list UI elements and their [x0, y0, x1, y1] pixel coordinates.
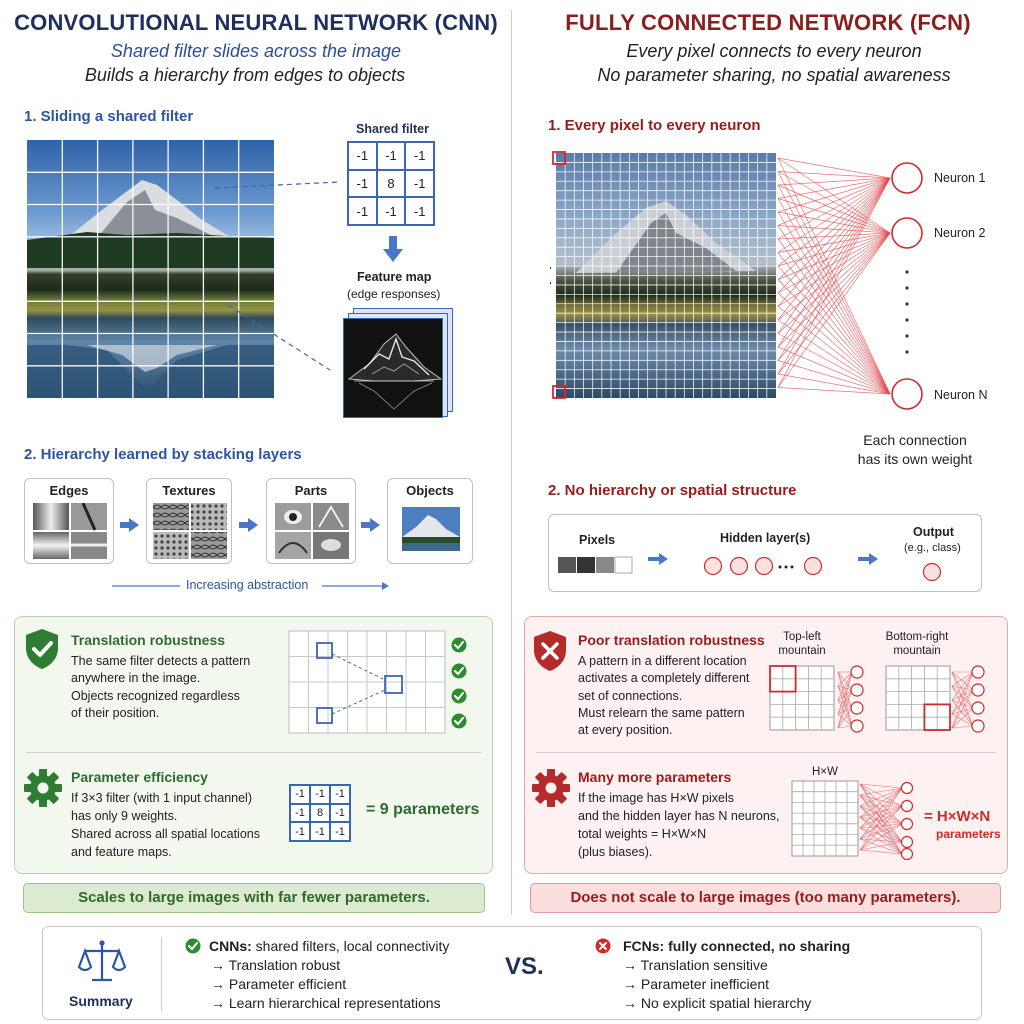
cnn-title: CONVOLUTIONAL NEURAL NETWORK (CNN) — [14, 10, 498, 35]
filter-cell: -1 — [290, 785, 310, 804]
bottom-right-label-1: Bottom-right — [885, 631, 949, 643]
bottom-right-label-2: mountain — [893, 645, 941, 657]
feature-map-stack — [343, 308, 455, 418]
cnn-scaling-banner: Scales to large images with far fewer parameters. — [23, 883, 485, 913]
fcn-panel-divider — [536, 752, 996, 753]
poor-translation-text-3: set of connections. — [578, 689, 683, 703]
fcn-pixel-image — [556, 153, 776, 398]
hidden-layer-neurons — [700, 555, 830, 577]
cnn-section-2-title: 2. Hierarchy learned by stacking layers — [24, 446, 302, 463]
neuron-1-label: Neuron 1 — [934, 171, 986, 185]
fcn-scaling-banner: Does not scale to large images (too many parameters). — [530, 883, 1001, 913]
filter-cell: -1 — [330, 804, 350, 823]
filter-cell: -1 — [290, 822, 310, 841]
cnn-mountain-image — [27, 140, 274, 398]
many-parameters-title: Many more parameters — [578, 769, 732, 785]
filter-cell: -1 — [310, 785, 330, 804]
fcn-hw-grid — [790, 778, 916, 860]
neuron-n-label: Neuron N — [934, 388, 988, 402]
center-divider — [511, 10, 512, 915]
scales-icon — [77, 939, 127, 985]
fcn-subtitle-2: No parameter sharing, no spatial awareness — [597, 65, 951, 85]
fcn-subtitle-1: Every pixel connects to every neuron — [626, 41, 922, 61]
fcn-corner-pixel-markers — [550, 150, 570, 405]
output-label: Output — [913, 525, 954, 539]
hierarchy-label-objects: Objects — [406, 483, 454, 498]
output-sublabel: (e.g., class) — [904, 542, 961, 554]
summary-divider — [161, 937, 162, 1011]
summary-label: Summary — [69, 993, 133, 1009]
cnn-subtitle-2: Builds a hierarchy from edges to objects — [84, 65, 406, 85]
poor-translation-text-2: activates a completely different — [578, 671, 750, 685]
poor-translation-text-4: Must relearn the same pattern — [578, 706, 745, 720]
hierarchy-card-objects — [387, 478, 473, 564]
shared-filter-grid — [347, 141, 435, 226]
pipeline-arrow-1-icon — [648, 551, 670, 567]
vs-label: VS. — [505, 953, 544, 980]
textures-thumbnail — [153, 503, 227, 559]
pipeline-arrow-2-icon — [858, 551, 880, 567]
red-x-icon — [595, 938, 611, 954]
hwn-result: = H×W×N — [924, 808, 991, 825]
filter-cell: -1 — [377, 142, 406, 170]
summary-fcn-point-2: → Parameter inefficient — [623, 976, 770, 992]
connection-note-2: has its own weight — [857, 451, 973, 467]
hidden-layer-label: Hidden layer(s) — [720, 531, 811, 545]
parameter-filter-grid — [289, 784, 351, 842]
hierarchy-card-textures — [146, 478, 232, 564]
summary-cnn-point-2: → Parameter efficient — [211, 976, 347, 992]
hwn-result-sublabel: parameters — [936, 827, 1001, 841]
fcn-translation-grids — [768, 662, 1000, 740]
poor-translation-text-1: A pattern in a different location — [578, 654, 747, 668]
many-parameters-text-4: (plus biases). — [578, 845, 653, 859]
summary-cnn-head: CNNs: shared filters, local connectivity — [209, 938, 450, 954]
feature-map-label: Feature map — [357, 270, 432, 284]
summary-fcn-point-3: → No explicit spatial hierarchy — [623, 995, 812, 1011]
green-check-icon — [185, 938, 201, 954]
parameter-efficiency-text-4: and feature maps. — [71, 845, 172, 859]
parameter-efficiency-title: Parameter efficiency — [71, 769, 208, 785]
summary-cnn-point-3: → Learn hierarchical representations — [211, 995, 441, 1011]
feature-map-sublabel: (edge responses) — [347, 287, 441, 301]
translation-robustness-title: Translation robustness — [71, 632, 226, 648]
fcn-title: FULLY CONNECTED NETWORK (FCN) — [565, 10, 971, 35]
hierarchy-label-parts: Parts — [294, 483, 328, 498]
cnn-panel-divider — [26, 752, 481, 753]
hw-label: H×W — [812, 766, 838, 778]
gear-icon — [24, 769, 62, 807]
pixels-swatches — [557, 556, 635, 576]
abstraction-label: Increasing abstraction — [186, 578, 309, 592]
cnn-translation-grid — [288, 630, 476, 734]
top-left-label-1: Top-left — [783, 631, 821, 643]
filter-cell: -1 — [330, 785, 350, 804]
translation-robustness-text-1: The same filter detects a pattern — [71, 654, 251, 668]
summary-box — [42, 926, 982, 1020]
top-left-label-2: mountain — [778, 645, 826, 657]
parameter-efficiency-text-3: Shared across all spatial locations — [71, 827, 260, 841]
filter-cell: 8 — [310, 804, 330, 823]
filter-cell: 8 — [377, 170, 406, 198]
hierarchy-card-edges — [24, 478, 114, 564]
neuron-2-label: Neuron 2 — [934, 226, 986, 240]
hierarchy-label-textures: Textures — [162, 483, 216, 498]
objects-thumbnail — [402, 507, 460, 551]
filter-cell: -1 — [330, 822, 350, 841]
hierarchy-card-parts — [266, 478, 356, 564]
summary-fcn-head: FCNs: fully connected, no sharing — [623, 938, 851, 954]
filter-cell: -1 — [348, 170, 377, 198]
pixels-label: Pixels — [579, 533, 616, 547]
filter-cell: -1 — [348, 142, 377, 170]
down-arrow-icon — [382, 236, 404, 264]
filter-cell: -1 — [310, 822, 330, 841]
fcn-section-2-title: 2. No hierarchy or spatial structure — [548, 482, 797, 499]
fcn-section-1-title: 1. Every pixel to every neuron — [548, 117, 761, 134]
summary-fcn-point-1: → Translation sensitive — [623, 957, 768, 973]
poor-translation-title: Poor translation robustness — [578, 632, 765, 648]
hierarchy-label-edges: Edges — [49, 483, 89, 498]
translation-robustness-text-4: of their position. — [71, 706, 160, 720]
parameter-efficiency-text-1: If 3×3 filter (with 1 input channel) — [71, 791, 252, 805]
parameter-efficiency-text-2: has only 9 weights. — [71, 809, 178, 823]
filter-cell: -1 — [377, 197, 406, 225]
gear-red-icon — [532, 769, 570, 807]
filter-cell: -1 — [405, 197, 434, 225]
fcn-neurons — [885, 156, 935, 416]
many-parameters-text-3: total weights = H×W×N — [578, 827, 707, 841]
cnn-section-1-title: 1. Sliding a shared filter — [24, 108, 194, 125]
cnn-subtitle-1: Shared filter slides across the image — [110, 41, 402, 61]
shared-filter-label: Shared filter — [356, 122, 429, 136]
shield-check-icon — [24, 628, 60, 670]
output-neuron — [921, 561, 943, 583]
many-parameters-text-2: and the hidden layer has N neurons, — [578, 809, 780, 823]
parts-thumbnail — [275, 503, 349, 559]
filter-cell: -1 — [405, 142, 434, 170]
filter-cell: -1 — [348, 197, 377, 225]
summary-cnn-point-1: → Translation robust — [211, 957, 341, 973]
edges-thumbnail — [33, 503, 107, 559]
poor-translation-text-5: at every position. — [578, 723, 673, 737]
filter-cell: -1 — [405, 170, 434, 198]
translation-robustness-text-2: anywhere in the image. — [71, 671, 201, 685]
connection-note-1: Each connection — [863, 432, 967, 448]
shield-x-icon — [532, 630, 568, 672]
translation-robustness-text-3: Objects recognized regardless — [71, 689, 240, 703]
nine-parameters-result: = 9 parameters — [366, 801, 480, 818]
filter-cell: -1 — [290, 804, 310, 823]
many-parameters-text-1: If the image has H×W pixels — [578, 791, 734, 805]
